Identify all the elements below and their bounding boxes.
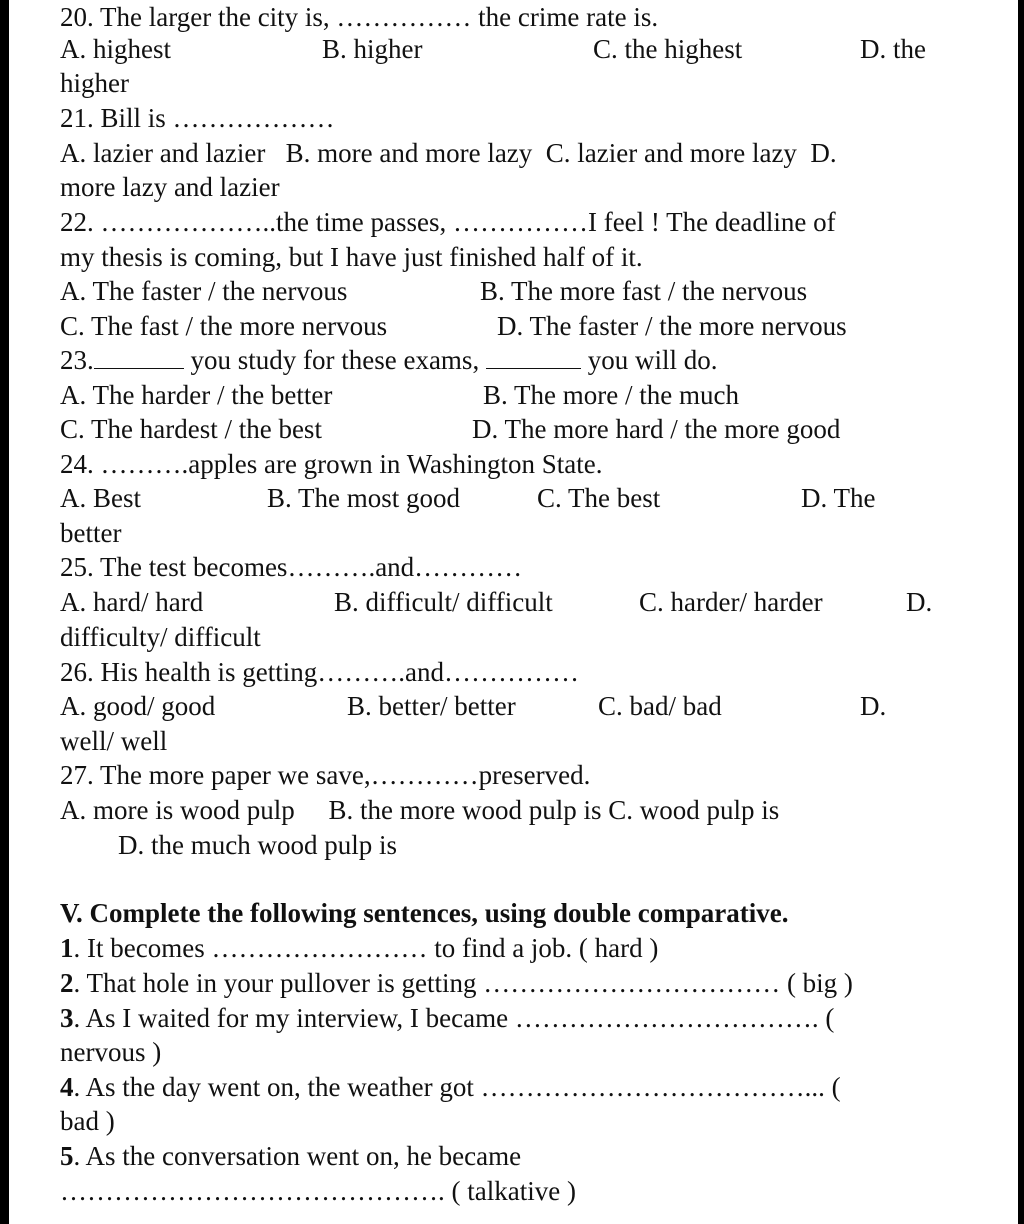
- question-27-option-d: D. the much wood pulp is: [118, 830, 397, 860]
- question-24-stem: 24. ……….apples are grown in Washington State.: [60, 449, 603, 479]
- question-20-option-a: A. highest: [60, 34, 171, 64]
- question-20-stem: 20. The larger the city is, …………… the crime rate is.: [60, 2, 659, 32]
- question-20-option-c: C. the highest: [593, 34, 743, 64]
- question-23-option-a: A. The harder / the better: [60, 380, 333, 410]
- question-25-option-a: A. hard/ hard: [60, 587, 204, 617]
- exercise-text: . That hole in your pullover is getting …………………………… ( big ): [73, 968, 853, 998]
- question-26-stem: 26. His health is getting……….and……………: [60, 657, 579, 687]
- exercise-5-cont: ……………………………………. ( talkative ): [60, 1176, 576, 1206]
- question-27-stem: 27. The more paper we save,…………preserved.: [60, 760, 591, 790]
- exercise-3-cont: nervous ): [60, 1037, 162, 1067]
- exercise-text: . It becomes …………………… to find a job. ( hard ): [73, 933, 659, 963]
- question-26-option-d: D.: [860, 691, 887, 721]
- question-22-option-a: A. The faster / the nervous: [60, 276, 348, 306]
- question-21-options: A. lazier and lazier B. more and more lazy C. lazier and more lazy D.: [60, 138, 837, 168]
- question-24-option-c: C. The best: [537, 483, 661, 513]
- exercise-number: 1: [60, 933, 74, 963]
- question-23-stem-mid: you study for these exams,: [183, 345, 486, 375]
- question-26-option-c: C. bad/ bad: [598, 691, 722, 721]
- question-25-stem: 25. The test becomes……….and…………: [60, 552, 523, 582]
- exercise-3: [60, 1001, 834, 1035]
- exercise-text: . As the day went on, the weather got ………………………………... (: [73, 1072, 841, 1102]
- exercise-number: 4: [60, 1072, 74, 1102]
- exercise-1: [60, 931, 658, 965]
- question-23-option-b: B. The more / the much: [483, 380, 739, 410]
- exercise-number: 3: [60, 1003, 74, 1033]
- exercise-number: 5: [60, 1141, 74, 1171]
- question-23-number: 23.: [60, 345, 94, 375]
- exercise-number: 2: [60, 968, 74, 998]
- question-23-stem: [60, 343, 717, 377]
- question-24-option-a: A. Best: [60, 483, 141, 513]
- exercise-text: . As the conversation went on, he became: [73, 1141, 522, 1171]
- question-20-option-d: D. the: [860, 34, 926, 64]
- question-26-option-b: B. better/ better: [347, 691, 516, 721]
- question-24-option-d-cont: better: [60, 518, 122, 548]
- question-25-option-d-cont: difficulty/ difficult: [60, 622, 261, 652]
- question-20-option-b: B. higher: [322, 34, 423, 64]
- left-border: [0, 0, 9, 1224]
- question-23-blank-2: [486, 346, 581, 369]
- question-21-option-d-cont: more lazy and lazier: [60, 172, 280, 202]
- question-22-option-b: B. The more fast / the nervous: [480, 276, 808, 306]
- question-27-options: A. more is wood pulp B. the more wood pulp is C. wood pulp is: [60, 795, 780, 825]
- question-26-option-a: A. good/ good: [60, 691, 216, 721]
- question-24-option-b: B. The most good: [267, 483, 461, 513]
- question-23-blank-1: [94, 346, 184, 369]
- question-22-stem-cont: my thesis is coming, but I have just finished half of it.: [60, 242, 643, 272]
- question-22-option-d: D. The faster / the more nervous: [497, 311, 847, 341]
- question-23-stem-end: you will do.: [580, 345, 718, 375]
- section-v-heading: V. Complete the following sentences, using double comparative.: [60, 898, 789, 928]
- exercise-4: [60, 1070, 841, 1104]
- question-21-stem: 21. Bill is ………………: [60, 103, 335, 133]
- question-24-option-d: D. The: [801, 483, 876, 513]
- question-25-option-b: B. difficult/ difficult: [334, 587, 553, 617]
- right-border: [1018, 0, 1024, 1224]
- exercise-5: [60, 1139, 521, 1173]
- question-23-option-d: D. The more hard / the more good: [472, 414, 841, 444]
- question-22-stem: 22. ………………..the time passes, ……………I feel ! The deadline of: [60, 207, 836, 237]
- question-25-option-c: C. harder/ harder: [639, 587, 823, 617]
- question-25-option-d: D.: [906, 587, 933, 617]
- question-20-option-d-cont: higher: [60, 68, 129, 98]
- question-22-option-c: C. The fast / the more nervous: [60, 311, 388, 341]
- exercise-text: . As I waited for my interview, I became ……………………………. (: [73, 1003, 835, 1033]
- exercise-2: [60, 966, 853, 1000]
- exercise-4-cont: bad ): [60, 1106, 115, 1136]
- question-26-option-d-cont: well/ well: [60, 726, 168, 756]
- question-23-option-c: C. The hardest / the best: [60, 414, 322, 444]
